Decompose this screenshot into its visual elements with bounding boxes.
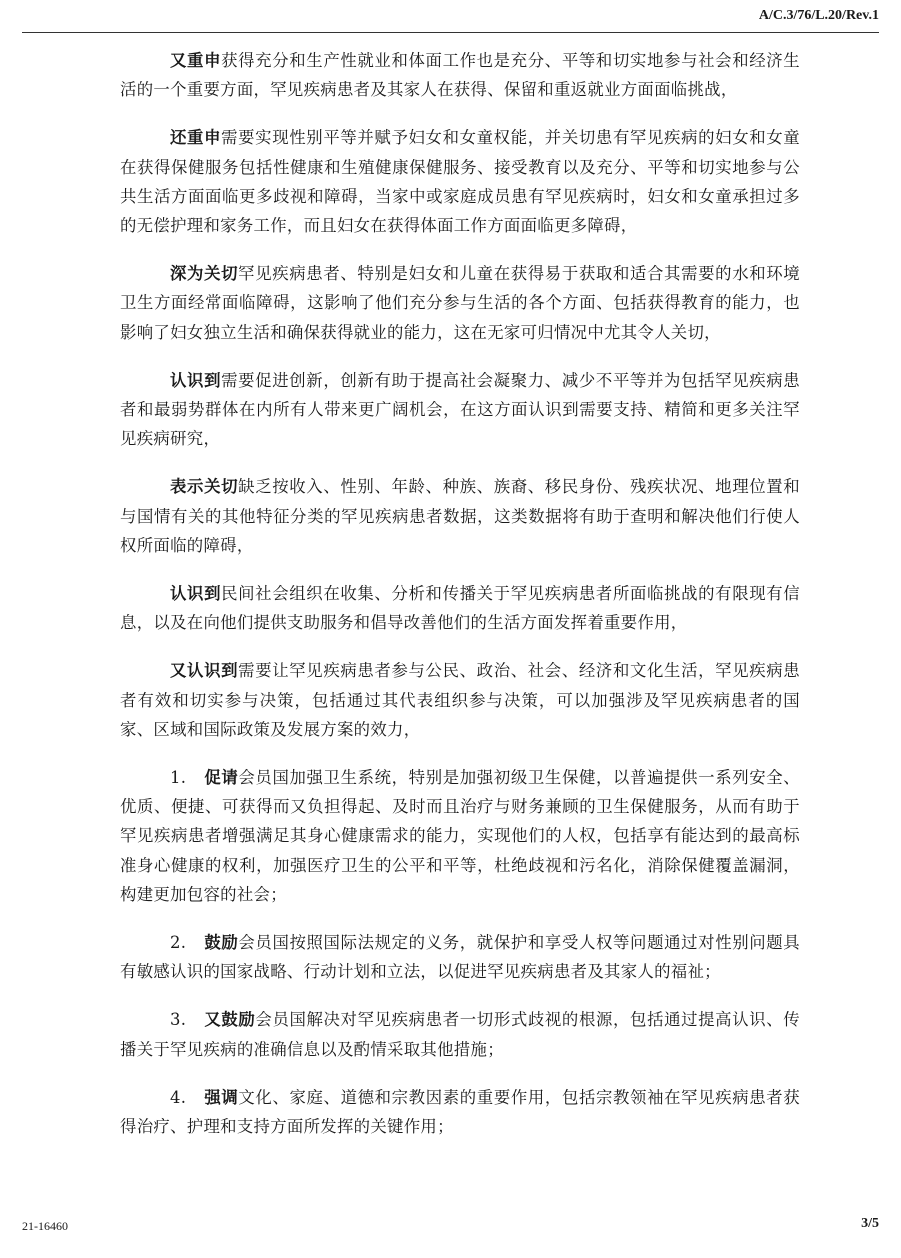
paragraph-text: 会员国解决对罕见疾病患者一切形式歧视的根源，包括通过提高认识、传播关于罕见疾病的准确信息以及酌情采取其他措施； [120, 1010, 800, 1059]
paragraph-text: 需要让罕见疾病患者参与公民、政治、社会、经济和文化生活，罕见疾病患者有效和切实参与决策，包括通过其代表组织参与决策，可以加强涉及罕见疾病患者的国家、区域和国际政策及发展方案的效力， [120, 661, 801, 739]
paragraph-text: 会员国按照国际法规定的义务，就保护和享受人权等问题通过对性别问题具有敏感认识的国家战略、行动计划和立法，以促进罕见疾病患者及其家人的福祉； [120, 933, 800, 982]
paragraph-lead: 强调 [204, 1087, 239, 1107]
paragraph-number: 3. [170, 1010, 187, 1030]
document-body [120, 46, 800, 1160]
operative-paragraph [120, 763, 800, 909]
paragraph-number: 1. [170, 768, 187, 788]
paragraph-lead: 又重申 [170, 51, 222, 70]
document-symbol: A/C.3/76/L.20/Rev.1 [758, 8, 879, 23]
preamble-paragraph [120, 259, 800, 347]
preamble-paragraph [120, 472, 800, 560]
paragraph-number: 2. [170, 933, 187, 953]
operative-paragraph [120, 1005, 800, 1063]
preamble-paragraph [120, 579, 800, 637]
paragraph-lead: 认识到 [170, 370, 222, 390]
paragraph-lead: 表示关切 [170, 477, 239, 497]
preamble-paragraph [120, 46, 800, 104]
paragraph-lead: 鼓励 [204, 933, 239, 953]
paragraph-text: 缺乏按收入、性别、年龄、种族、族裔、移民身份、残疾状况、地理位置和与国情有关的其他特征分类的罕见疾病患者数据，这类数据将有助于查明和解决他们行使人权所面临的障碍， [120, 477, 801, 555]
paragraph-lead: 又认识到 [170, 661, 239, 681]
preamble-paragraph [120, 123, 800, 240]
operative-paragraph [120, 1083, 800, 1141]
paragraph-text: 需要实现性别平等并赋予妇女和女童权能，并关切患有罕见疾病的妇女和女童在获得保健服务包括性健康和生殖健康保健服务、接受教育以及充分、平等和切实地参与公共生活方面面临更多歧视和障碍，当家中或家庭成员患有罕见疾病时，妇女和女童承担过多的无偿护理和家务工作，而且妇女在获得体面工作方面面临更多障碍， [120, 128, 800, 236]
paragraph-text: 文化、家庭、道德和宗教因素的重要作用，包括宗教领袖在罕见疾病患者获得治疗、护理和支持方面所发挥的关键作用； [120, 1087, 800, 1137]
paragraph-number: 4. [170, 1087, 187, 1107]
paragraph-lead: 又鼓励 [204, 1010, 256, 1030]
preamble-paragraph [120, 656, 800, 744]
preamble-paragraph [120, 366, 800, 454]
paragraph-lead: 促请 [204, 768, 239, 788]
paragraph-text: 获得充分和生产性就业和体面工作也是充分、平等和切实地参与社会和经济生活的一个重要方面，罕见疾病患者及其家人在获得、保留和重返就业方面面临挑战， [120, 51, 800, 100]
paragraph-text: 民间社会组织在收集、分析和传播关于罕见疾病患者所面临挑战的有限现有信息，以及在向他们提供支助服务和倡导改善他们的生活方面发挥着重要作用， [120, 584, 800, 633]
job-number: 21-16460 [22, 1219, 68, 1233]
paragraph-lead: 深为关切 [170, 264, 239, 284]
paragraph-lead: 认识到 [170, 584, 222, 604]
operative-paragraph [120, 928, 800, 986]
page-number: 3/5 [861, 1216, 879, 1231]
paragraph-text: 需要促进创新，创新有助于提高社会凝聚力、减少不平等并为包括罕见疾病患者和最弱势群体在内所有人带来更广阔机会，在这方面认识到需要支持、精简和更多关注罕见疾病研究， [120, 370, 800, 449]
paragraph-lead: 还重申 [170, 128, 222, 148]
paragraph-text: 罕见疾病患者、特别是妇女和儿童在获得易于获取和适合其需要的水和环境卫生方面经常面临障碍，这影响了他们充分参与生活的各个方面、包括获得教育的能力，也影响了妇女独立生活和确保获得就业的能力，这在无家可归情况中尤其令人关切， [120, 264, 801, 342]
paragraph-text: 会员国加强卫生系统，特别是加强初级卫生保健，以普遍提供一系列安全、优质、便捷、可获得而又负担得起、及时而且治疗与财务兼顾的卫生保健服务，从而有助于罕见疾病患者增强满足其身心健康需求的能力，实现他们的人权，包括享有能达到的最高标准身心健康的权利，加强医疗卫生的公平和平等，杜绝歧视和污名化，消除保健覆盖漏洞，构建更加包容的社会； [120, 768, 800, 904]
page-header [22, 8, 879, 33]
